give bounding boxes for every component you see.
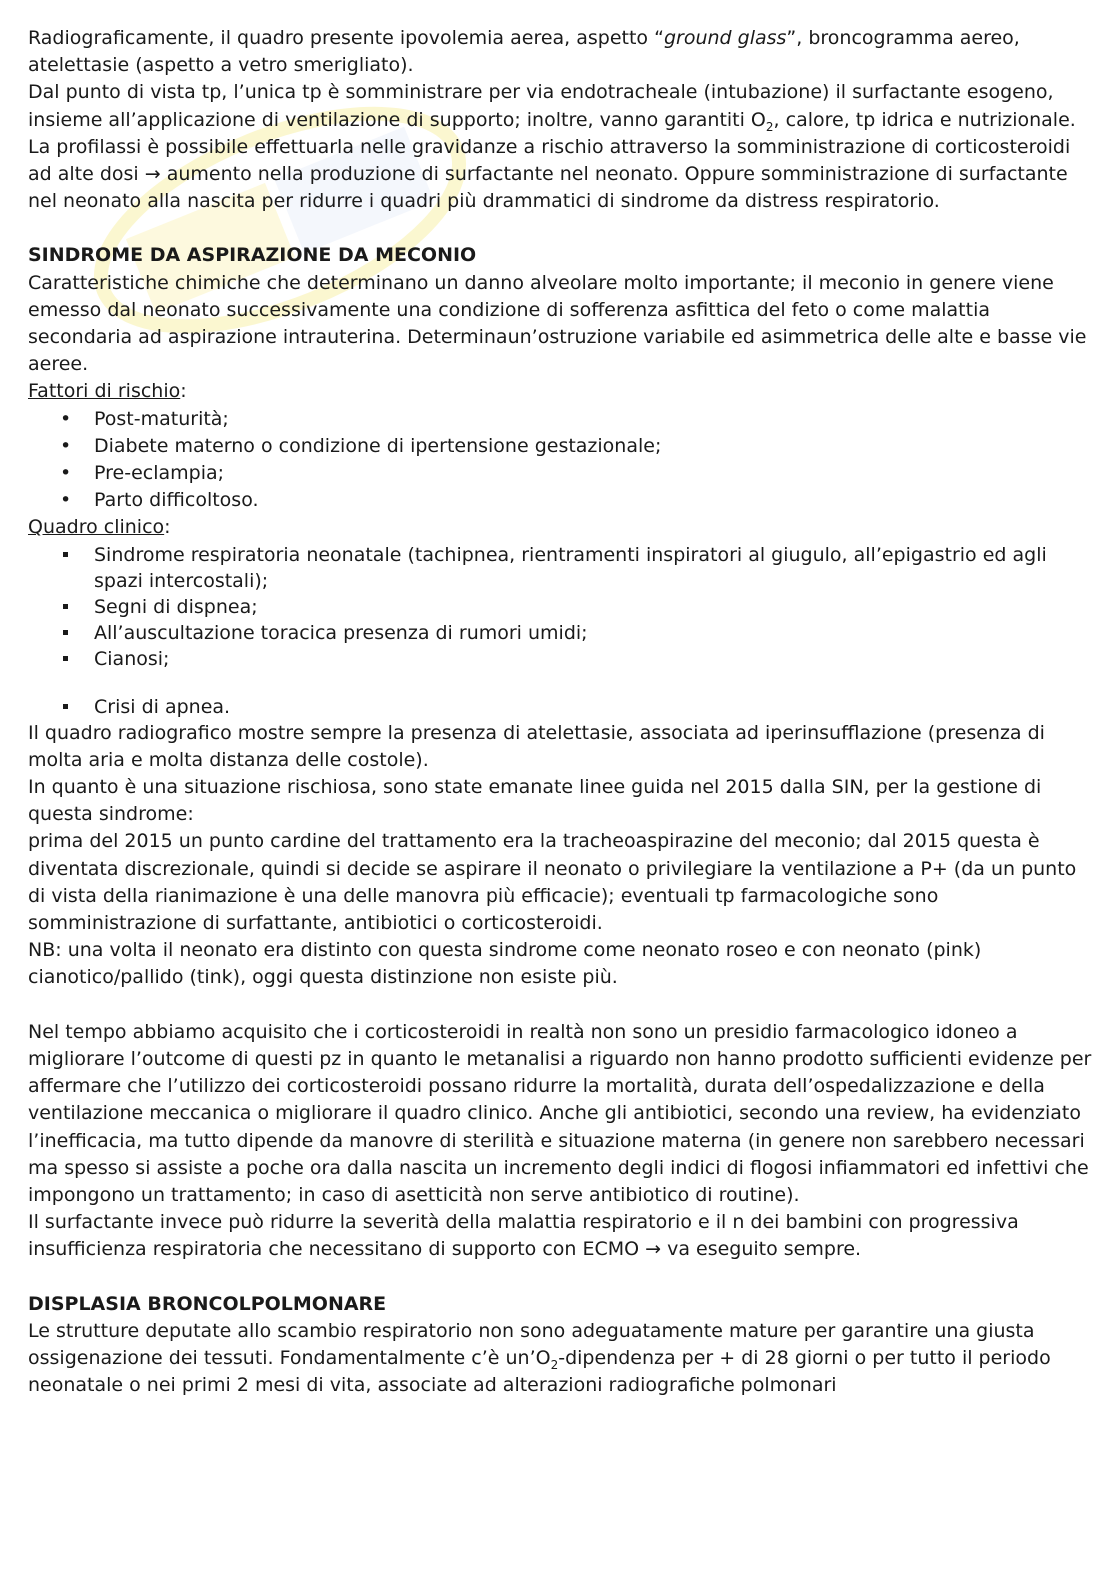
clinical-picture-label: Quadro clinico: [28, 516, 171, 539]
paragraph-prophylaxis: La profilassi è possibile effettuarla nelle gravidanze a rischio attraverso la somministrazione di corticosteroidi ad alte dosi → aumento nella produzione di surfactante nel neonato. Oppure somministrazione di surfactante nel neonato alla nascita per ridurre i quadri più drammatici di sindrome da distress respiratorio. [28, 135, 1071, 213]
list-item: All’auscultazione toracica presenza di rumori umidi; [28, 620, 1092, 646]
list-item: • Diabete materno o condizione di ipertensione gestazionale; [28, 433, 1092, 460]
paragraph-therapy: Dal punto di vista tp, l’unica tp è somministrare per via endotracheale (intubazione) il surfactante esogeno, insieme all’applicazione di ventilazione di supporto; inoltre, vanno garantiti $O_2$, calore, tp idrica e nutrizionale. [28, 81, 1076, 134]
heading-bronchopulmonary-dysplasia: DISPLASIA BRONCOLPOLMONARE [28, 1292, 387, 1315]
paragraph-before-2015: prima del 2015 un punto cardine del trattamento era la tracheoaspirazine del meconio; dal 2015 questa è diventata discrezionale, quindi si decide se aspirare il neonato o privilegiare la ventilazione a P+ (da un punto di vista della rianimazione è una delle manovra più efficacie); eventuali tp farmacologiche sono somministrazione di surfattante, antibiotici o corticosteroidi. [28, 830, 1077, 935]
paragraph-surfactant: Il surfactante invece può ridurre la severità della malattia respiratorio e il n dei bambini con progressiva insufficienza respiratoria che necessitano di supporto con ECMO → va eseguito sempre. [28, 1211, 1019, 1261]
list-item: • Pre-eclampia; [28, 460, 1092, 487]
paragraph-radiographic-picture: Il quadro radiografico mostre sempre la presenza di atelettasie, associata ad iperinsufflazione (presenza di molta aria e molta distanza delle costole). [28, 721, 1045, 771]
risk-factors-list [28, 406, 1092, 515]
list-item: Segni di dispnea; [28, 594, 1092, 620]
list-item: Cianosi; [28, 646, 1092, 672]
list-item: Crisi di apnea. [28, 694, 1092, 720]
paragraph-guidelines: In quanto è una situazione rischiosa, sono state emanate linee guida nel 2015 dalla SIN, per la gestione di questa sindrome: [28, 776, 1042, 826]
paragraph-dysplasia: Le strutture deputate allo scambio respiratorio non sono adeguatamente mature per garantire una giusta ossigenazione dei tessuti. Fondamentalmente c’è $un’O_2$-dipendenza per + di 28 giorni o per tutto il periodo neonatale o nei primi 2 mesi di vita, associate ad alterazioni radiografiche polmonari [28, 1319, 1051, 1397]
risk-factors-label: Fattori di rischio: [28, 380, 187, 403]
paragraph-corticosteroids: Nel tempo abbiamo acquisito che i corticosteroidi in realtà non sono un presidio farmacologico idoneo a migliorare l’outcome di questi pz in quanto le metanalisi a riguardo non hanno prodotto sufficienti evidenze per affermare che l’utilizzo dei corticosteroidi possano ridurre la mortalità, durata dell’ospedalizzazione e della ventilazione meccanica o migliorare il quadro clinico. Anche gli antibiotici, secondo una review, ha evidenziato l’inefficacia, ma tutto dipende da manovre di sterilità e situazione materna (in genere non sarebbero necessari ma spesso si assiste a poche ora dalla nascita un incremento degli indici di flogosi infiammatori ed infettivi che impongono un trattamento; in caso di asetticità non serve antibiotico di routine). [28, 1020, 1092, 1206]
paragraph-nb: NB: una volta il neonato era distinto con questa sindrome come neonato roseo e con neonato (pink) cianotico/pallido (tink), oggi questa distinzione non esiste più. [28, 939, 982, 989]
document-page [28, 25, 1092, 1399]
list-item: • Post-maturità; [28, 406, 1092, 433]
clinical-picture-list [28, 542, 1092, 720]
heading-meconium-aspiration: SINDROME DA ASPIRAZIONE DA MECONIO [28, 244, 477, 267]
paragraph-radiography: Radiograficamente, il quadro presente ipovolemia aerea, aspetto “ground glass”, broncogramma aereo, atelettasie (aspetto a vetro smerigliato). [28, 27, 1020, 77]
list-item: • Parto difficoltoso. [28, 487, 1092, 514]
paragraph-meconium-intro: Caratteristiche chimiche che determinano un danno alveolare molto importante; il meconio in genere viene emesso dal neonato successivamente una condizione di sofferenza asfittica del feto o come malattia secondaria ad aspirazione intrauterina. Determinaun’ostruzione variabile ed asimmetrica delle alte e basse vie aeree. [28, 271, 1087, 376]
list-item: Sindrome respiratoria neonatale (tachipnea, rientramenti inspiratori al giugulo, all’epigastrio ed agli spazi intercostali); [28, 542, 1092, 594]
